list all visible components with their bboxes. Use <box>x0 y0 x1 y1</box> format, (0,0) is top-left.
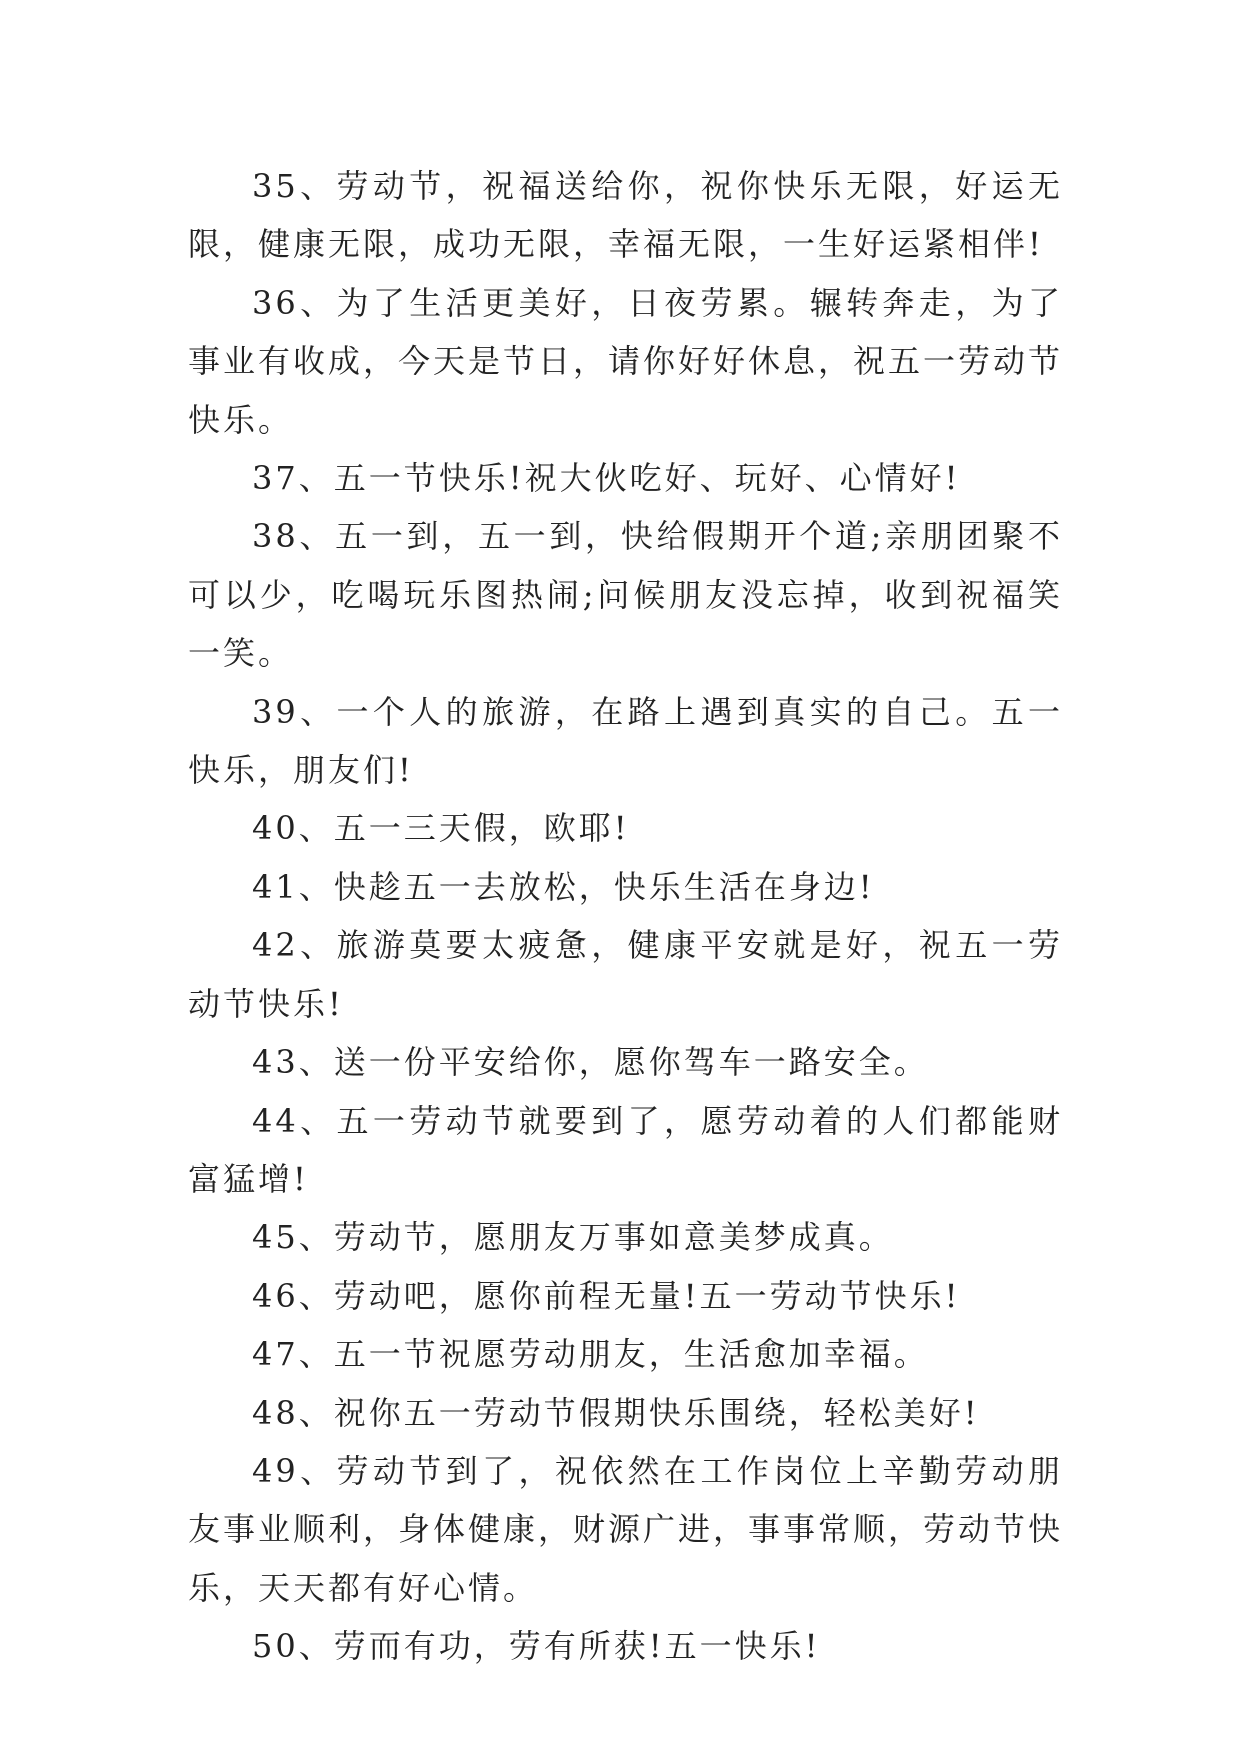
paragraph-39: 39、一个人的旅游，在路上遇到真实的自己。五一快乐，朋友们! <box>188 692 1063 790</box>
paragraph-38: 38、五一到，五一到，快给假期开个道;亲朋团聚不可以少，吃喝玩乐图热闹;问候朋友没忘掉，收到祝福笑一笑。 <box>188 517 1063 673</box>
paragraph-37: 37、五一节快乐!祝大伙吃好、玩好、心情好! <box>252 459 961 498</box>
paragraph-45: 45、劳动节，愿朋友万事如意美梦成真。 <box>252 1218 894 1257</box>
paragraph-50: 50、劳而有功，劳有所获!五一快乐! <box>252 1627 821 1666</box>
paragraph-43: 43、送一份平安给你，愿你驾车一路安全。 <box>252 1043 929 1082</box>
paragraph-48: 48、祝你五一劳动节假期快乐围绕，轻松美好! <box>252 1393 980 1432</box>
paragraph-36: 36、为了生活更美好，日夜劳累。辗转奔走，为了事业有收成，今天是节日，请你好好休息，祝五一劳动节快乐。 <box>188 283 1064 439</box>
paragraph-49: 49、劳动节到了，祝依然在工作岗位上辛勤劳动朋友事业顺利，身体健康，财源广进，事事常顺，劳动节快乐，天天都有好心情。 <box>188 1451 1064 1607</box>
paragraph-47: 47、五一节祝愿劳动朋友，生活愈加幸福。 <box>252 1335 929 1374</box>
paragraph-35: 35、劳动节，祝福送给你，祝你快乐无限，好运无限，健康无限，成功无限，幸福无限，一生好运紧相伴! <box>188 167 1063 264</box>
paragraph-40: 40、五一三天假，欧耶! <box>252 809 630 848</box>
document-body <box>188 157 1063 1676</box>
paragraph-41: 41、快趁五一去放松，快乐生活在身边! <box>252 867 875 906</box>
paragraph-42: 42、旅游莫要太疲惫，健康平安就是好，祝五一劳动节快乐! <box>188 926 1063 1023</box>
paragraph-44: 44、五一劳动节就要到了，愿劳动着的人们都能财富猛增! <box>188 1101 1063 1198</box>
paragraph-46: 46、劳动吧，愿你前程无量!五一劳动节快乐! <box>252 1276 961 1315</box>
